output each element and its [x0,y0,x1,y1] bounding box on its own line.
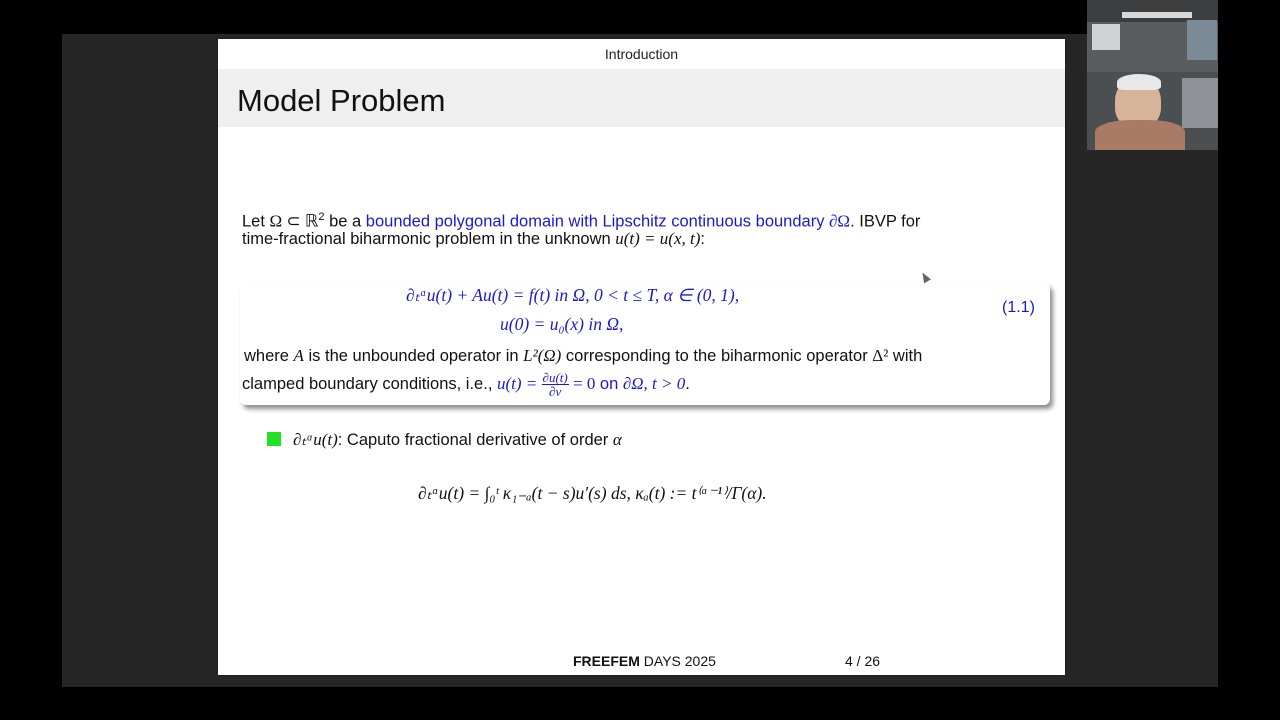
paragraph-intro-line2 [242,228,705,250]
text: on [595,374,623,393]
footer-conference [573,653,716,669]
bullet-square-icon [267,432,281,446]
text: Let [242,212,270,231]
bullet-caputo [293,429,622,451]
fraction-denominator: ∂ν [549,384,562,399]
equation-line1: ∂ₜᵅu(t) + Au(t) = f(t) in Ω, 0 < t ≤ T, α ∈ (0, 1), [406,285,740,305]
highlight-domain: bounded polygonal domain with Lipschitz continuous boundary [365,212,830,231]
math-caputo-derivative: ∂ₜᵅu(t) [293,430,338,449]
text: : Caputo fractional derivative of order [337,431,613,449]
text: with [888,347,923,365]
webcam-video-thumbnail[interactable] [1087,0,1218,150]
math-biharmonic: Δ² [872,346,889,365]
math-operator-a: A [293,346,304,365]
text: corresponding to the biharmonic operator [561,347,873,365]
section-header: Introduction [604,46,679,62]
math-superscript: 2 [318,211,325,223]
math-boundary: ∂Ω [829,211,851,231]
text: is the unbounded operator in [303,347,524,365]
ceiling-light [1122,12,1192,18]
ceiling [1087,0,1218,22]
math-fraction [542,371,569,398]
equation-line2: u(0) = u₀(x) in Ω, [500,314,624,334]
person-hair [1117,74,1161,90]
text: where [244,347,294,365]
math-boundary-time: ∂Ω, t > 0 [622,373,686,393]
equation-number: (1.1) [1002,299,1035,316]
math-l2-space: L²(Ω) [523,346,562,365]
slide [218,39,1065,675]
window [1187,20,1217,60]
text: . IBVP for [850,212,921,231]
page-number: 4 / 26 [845,653,881,669]
room-panel [1182,78,1218,128]
paragraph-operator-line1 [244,345,922,367]
footer-brand-rest: DAYS 2025 [639,653,716,669]
paragraph-operator-line2 [242,371,690,398]
text: : [700,230,705,248]
text: . [685,374,690,393]
footer-brand-bold: FREEFEM [573,653,640,669]
person-shirt [1095,120,1185,150]
title-bar [218,69,1065,127]
screen [1092,24,1120,50]
text: time-fractional biharmonic problem in the unknown [242,230,616,248]
math-boundary-condition: u(t) = [497,373,542,393]
math-equals-zero: = 0 [568,373,596,393]
text: be a [324,212,366,231]
slide-title: Model Problem [237,83,446,118]
math-alpha: α [612,430,622,449]
text: clamped boundary conditions, i.e., [242,374,497,393]
math-unknown: u(t) = u(x, t) [615,229,701,248]
equation-block [240,283,1050,405]
math-omega-subset: Ω ⊂ ℝ [269,211,319,231]
caputo-formula: ∂ₜᵅu(t) = ∫₀ᵗ κ₁₋ₐ(t − s)u′(s) ds, κₐ(t) := t⁽ᵅ⁻¹⁾/Γ(α). [418,483,767,503]
fraction-numerator: ∂u(t) [542,370,568,385]
